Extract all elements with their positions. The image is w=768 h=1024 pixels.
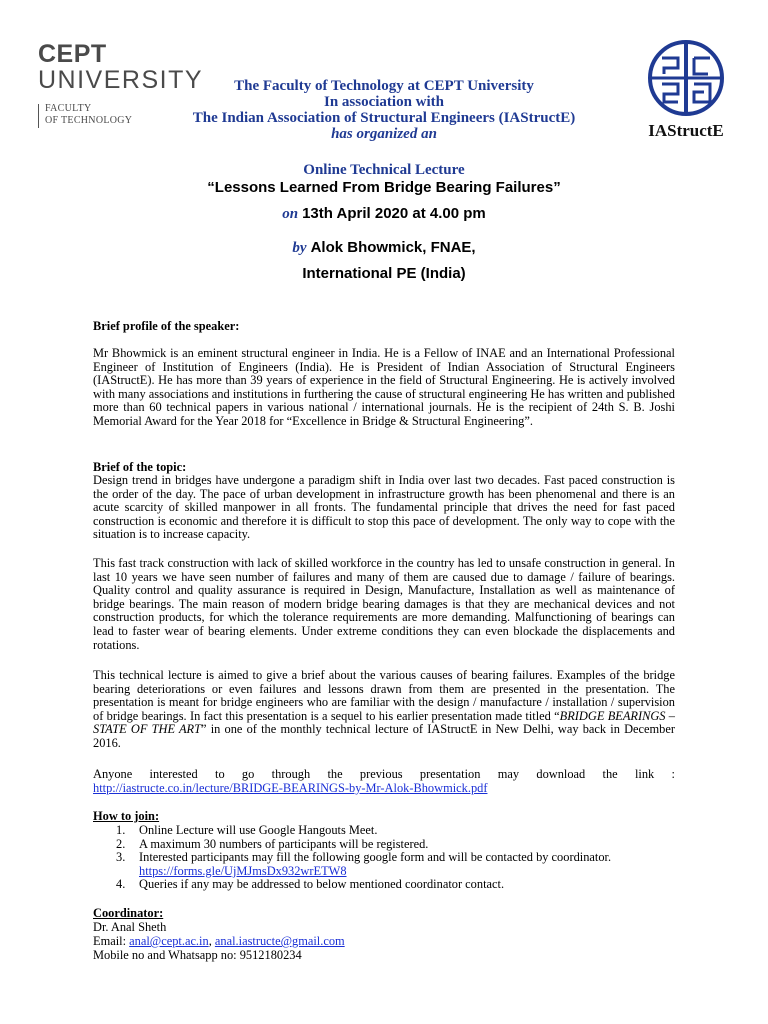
cept-logo-line3: FACULTY xyxy=(45,103,92,114)
lecture-title: “Lessons Learned From Bridge Bearing Failures” xyxy=(207,179,561,196)
topic-heading: Brief of the topic: xyxy=(93,460,187,474)
by-word: by xyxy=(292,240,307,256)
join-heading: How to join: xyxy=(93,809,160,823)
coordinator-heading: Coordinator: xyxy=(93,906,164,920)
join-list xyxy=(93,824,675,892)
speaker-line xyxy=(0,239,768,257)
topic-para3-title: BRIDGE BEARINGS – STATE OF THE ART xyxy=(93,708,675,737)
topic-para4: Anyone interested to go through the previous presentation may download the link : xyxy=(93,767,675,781)
email-separator: , xyxy=(208,934,212,948)
header-line4: has organized an xyxy=(331,126,437,142)
date-line xyxy=(0,205,768,223)
profile-heading: Brief profile of the speaker: xyxy=(93,319,240,333)
email-link-cept[interactable]: anal@cept.ac.in xyxy=(129,934,209,948)
event-type: Online Technical Lecture xyxy=(303,162,465,178)
email-link-gmail[interactable]: anal.iastructe@gmail.com xyxy=(214,934,345,948)
email-label: Email: xyxy=(93,934,127,948)
google-form-link[interactable]: https://forms.gle/UjMJmsDx932wrETW8 xyxy=(139,863,347,878)
header-line3: The Indian Association of Structural Engineers (IAStructE) xyxy=(192,110,576,126)
coordinator-name: Dr. Anal Sheth xyxy=(93,920,167,934)
coordinator-email-line xyxy=(93,935,675,949)
list-item: 1. Online Lecture will use Google Hangouts Meet. xyxy=(116,823,378,837)
list-item: 2. A maximum 30 numbers of participants will be registered. xyxy=(116,836,429,851)
cept-logo-line2: UNIVERSITY xyxy=(38,66,204,94)
previous-presentation-link[interactable]: http://iastructe.co.in/lecture/BRIDGE-BEARINGS-by-Mr-Alok-Bhowmick.pdf xyxy=(93,781,488,795)
coordinator-mobile: Mobile no and Whatsapp no: 9512180234 xyxy=(93,948,302,962)
cept-logo-line1: CEPT xyxy=(38,40,107,68)
topic-para3-start: This technical lecture is aimed to give a brief about the various causes of bearing failures. Examples of the bridge bearing deteriorations or even failures and lessons drawn from them are presented in the presentation. The presentation is meant for bridge engineers who are familiar with the design / manufacture / installation / supervision of bridge bearings. In fact this presentation is a sequel to his earlier presentation made titled “ xyxy=(93,668,675,723)
topic-para1: Design trend in bridges have undergone a paradigm shift in India over last two decades. Fast paced construction is the order of the day. The pace of urban development in infrastructure growth has been phenomenal and there is an acute scarcity of skilled manpower in all fronts. The fundamental principle that drives the need for fast paced construction is economic and therefore it is difficult to stop this pace of development. The only way to cope with the situation is to increase capacity. xyxy=(93,473,675,542)
speaker-name: Alok Bhowmick, FNAE, xyxy=(310,239,476,256)
cept-logo-line4: OF TECHNOLOGY xyxy=(45,115,133,126)
iastructe-logo-name: IAStructE xyxy=(648,121,724,140)
profile-text: Mr Bhowmick is an eminent structural engineer in India. He is a Fellow of INAE and an International Professional Engineer of Institution of Engineers (India). He is President of Indian Association of Structural Engineers (IAStructE). He has more than 39 years of experience in the field of Structural Engineering. He is actively involved with many associations and institutions in furthering the cause of structural engineering He has written and published more than 60 technical papers in various national / international journals. He is the recipient of 24th S. B. Joshi Memorial Award for the Year 2018 for “Excellence in Bridge & Structural Engineering”. xyxy=(93,346,675,428)
header-line1: The Faculty of Technology at CEPT University xyxy=(234,78,534,94)
list-item: 3. Interested participants may fill the following google form and will be contacted by coordinator. https://forms.gle/UjMJmsDx932wrETW8 xyxy=(116,850,612,878)
on-word: on xyxy=(282,206,299,222)
speaker-title: International PE (India) xyxy=(302,265,466,282)
topic-para3-end: ” in one of the monthly technical lecture of IAStructE in New Delhi, way back in December 2016. xyxy=(93,722,675,750)
list-item: 4. Queries if any may be addressed to below mentioned coordinator contact. xyxy=(116,877,505,892)
lecture-date: 13th April 2020 at 4.00 pm xyxy=(302,205,486,222)
topic-link-line xyxy=(93,782,675,796)
header-line2: In association with xyxy=(323,94,445,110)
topic-para2: This fast track construction with lack of skilled workforce in the country has led to unsafe construction in general. In last 10 years we have seen number of failures and many of them are caused due to damage / failure of bearings. Quality control and quality assurance is required in Design, Manufacture, Installation as well as maintenance of bridge bearings. The main reason of modern bridge bearing damages is that they are mechanical devices and not construction products, for which the tolerance requirements are more demanding. Malfunctioning of bearings can lead to faster wear of bearing elements. Under extreme conditions they can even blockade the displacements and rotations. xyxy=(93,556,675,652)
topic-para3 xyxy=(93,669,675,751)
